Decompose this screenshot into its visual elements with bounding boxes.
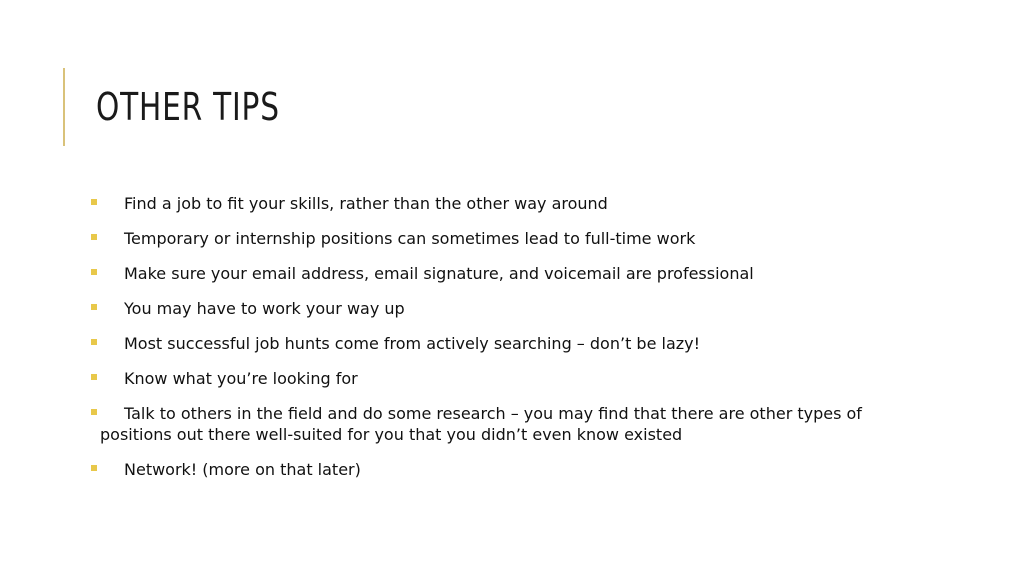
- title-accent-bar: [63, 68, 65, 146]
- list-item: [90, 263, 920, 284]
- square-bullet-icon: [91, 234, 97, 240]
- list-item: [90, 228, 920, 249]
- list-item-text: Make sure your email address, email signature, and voicemail are professional: [124, 264, 754, 283]
- square-bullet-icon: [91, 304, 97, 310]
- list-item: [90, 193, 920, 214]
- square-bullet-icon: [91, 409, 97, 415]
- slide-title: OTHER TIPS: [96, 85, 280, 129]
- tips-list: [90, 193, 920, 494]
- square-bullet-icon: [91, 269, 97, 275]
- list-item: [90, 368, 920, 389]
- square-bullet-icon: [91, 374, 97, 380]
- list-item: [90, 403, 920, 445]
- list-item-text: Network! (more on that later): [124, 460, 361, 479]
- list-item: [90, 459, 920, 480]
- list-item-text: Know what you’re looking for: [124, 369, 358, 388]
- list-item-text: Find a job to fit your skills, rather than the other way around: [124, 194, 608, 213]
- list-item: [90, 298, 920, 319]
- square-bullet-icon: [91, 339, 97, 345]
- list-item-text: Talk to others in the field and do some research – you may find that there are other types of positions out there well-suited for you that you didn’t even know existed: [100, 404, 862, 444]
- list-item-text: Temporary or internship positions can sometimes lead to full-time work: [124, 229, 696, 248]
- list-item-text: Most successful job hunts come from actively searching – don’t be lazy!: [124, 334, 701, 353]
- list-item: [90, 333, 920, 354]
- square-bullet-icon: [91, 199, 97, 205]
- square-bullet-icon: [91, 465, 97, 471]
- list-item-text: You may have to work your way up: [124, 299, 405, 318]
